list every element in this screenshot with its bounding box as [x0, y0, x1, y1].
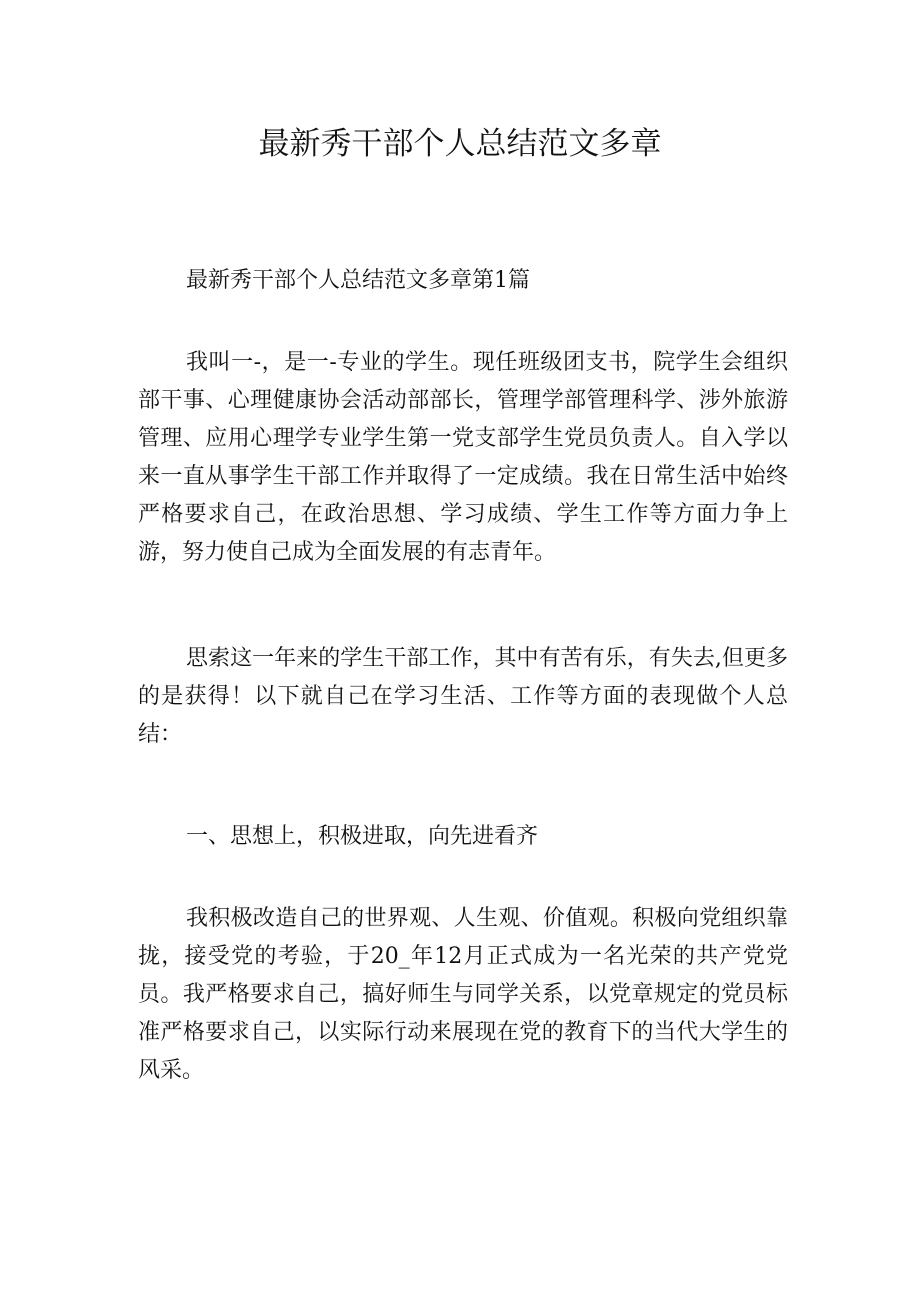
paragraph-reflection: 思索这一年来的学生干部工作，其中有苦有乐，有失去,但更多的是获得！以下就自己在学习生活、工作等方面的表现做个人总结： — [138, 646, 788, 747]
paragraph-thought-detail: 我积极改造自己的世界观、人生观、价值观。积极向党组织靠拢，接受党的考验，于20_年12月正式成为一名光荣的共产党党员。我严格要求自己，搞好师生与同学关系，以党章规定的党员标准严格要求自己，以实际行动来展现在党的教育下的当代大学生的风采。 — [138, 906, 788, 1083]
section-heading-thought: 一、思想上，积极进取，向先进看齐 — [186, 824, 539, 849]
document-title: 最新秀干部个人总结范文多章 — [258, 126, 662, 162]
section-subtitle: 最新秀干部个人总结范文多章第1篇 — [186, 268, 530, 293]
paragraph-introduction: 我叫一-，是一-专业的学生。现任班级团支书，院学生会组织部干事、心理健康协会活动部部长，管理学部管理科学、涉外旅游管理、应用心理学专业学生第一党支部学生党员负责人。自入学以来一直从事学生干部工作并取得了一定成绩。我在日常生活中始终严格要求自己，在政治思想、学习成绩、学生工作等方面力争上游，努力使自己成为全面发展的有志青年。 — [138, 350, 788, 565]
